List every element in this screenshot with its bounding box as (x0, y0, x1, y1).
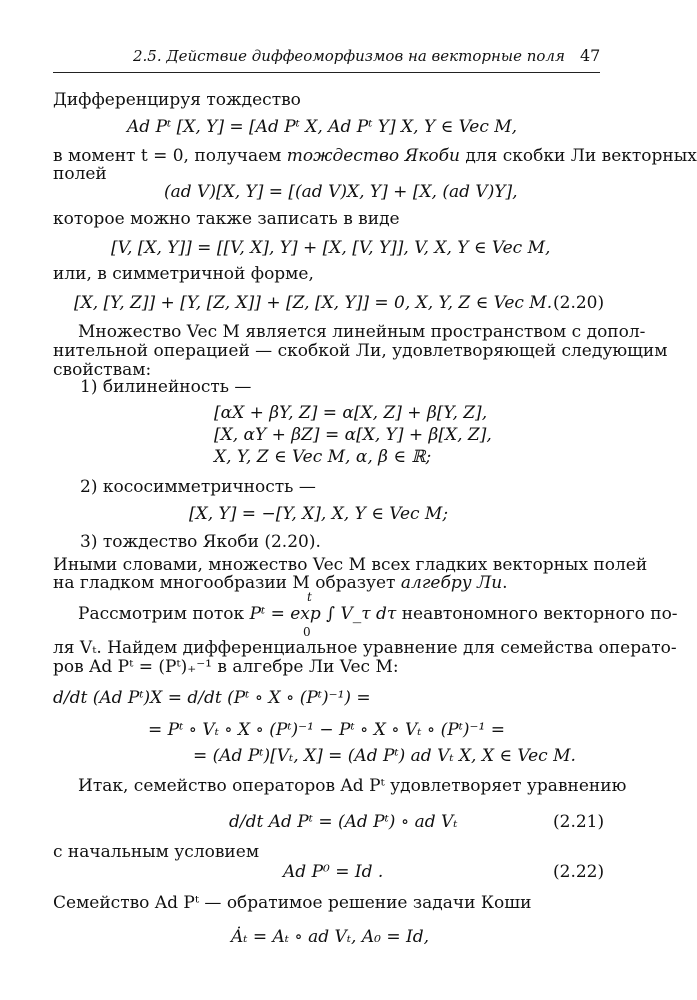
equation-number: (2.20) (553, 293, 605, 313)
equation: Ad Pᵗ [X, Y] = [Ad Pᵗ X, Ad Pᵗ Y] X, Y ∈ Vec M, (127, 117, 518, 137)
text-line: Итак, семейство операторов Ad Pᵗ удовлетворяет уравнению (78, 776, 627, 796)
equation: (ad V)[X, Y] = [(ad V)X, Y] + [X, (ad V)Y], (164, 182, 518, 202)
equation: d/dt (Ad Pᵗ)X = d/dt (Pᵗ ∘ X ∘ (Pᵗ)⁻¹) = (53, 688, 371, 708)
text-line: ров Ad Pᵗ = (Pᵗ)₊⁻¹ в алгебре Ли Vec M: (53, 657, 399, 677)
text-line: нительной операцией — скобкой Ли, удовлетворяющей следующим (53, 341, 668, 361)
list-item: 2) кососимметричность — (80, 477, 316, 497)
list-item: 3) тождество Якоби (2.20). (80, 532, 321, 552)
term-lie-algebra: алгебру Ли (400, 573, 503, 593)
text-line: Дифференцируя тождество (53, 90, 301, 110)
text-line: которое можно также записать в виде (53, 209, 400, 229)
equation: = Pᵗ ∘ Vₜ ∘ X ∘ (Pᵗ)⁻¹ − Pᵗ ∘ X ∘ Vₜ ∘ (Pᵗ)⁻¹ = (148, 720, 505, 740)
integral-lower-limit: 0 (303, 625, 311, 639)
equation: X, Y, Z ∈ Vec M, α, β ∈ ℝ; (214, 447, 432, 467)
text-line: Семейство Ad Pᵗ — обратимое решение задачи Коши (53, 893, 532, 913)
text-segment: Рассмотрим поток (78, 604, 250, 624)
text-line: свойствам: (53, 360, 152, 380)
text-line (78, 604, 678, 624)
text-line (53, 573, 508, 593)
text-line (53, 146, 697, 166)
integral-upper-limit: t (307, 590, 312, 604)
text-segment: для скобки Ли векторных (459, 146, 697, 166)
equation: = (Ad Pᵗ)[Vₜ, X] = (Ad Pᵗ) ad Vₜ X, X ∈ Vec M. (193, 746, 576, 766)
text-line: Множество Vec M является линейным пространством с допол- (78, 322, 646, 342)
equation: [X, Y] = −[Y, X], X, Y ∈ Vec M; (189, 504, 449, 524)
equation: [X, αY + βZ] = α[X, Y] + β[X, Z], (214, 425, 492, 445)
text-segment: неавтономного векторного по- (396, 604, 678, 624)
text-segment: в момент t = 0, получаем (53, 146, 287, 166)
text-line: полей (53, 164, 107, 184)
equation-number: (2.22) (553, 862, 605, 882)
equation: Ad P⁰ = Id . (283, 862, 384, 882)
running-title: 2.5. Действие диффеоморфизмов на векторные поля (133, 47, 565, 65)
list-item: 1) билинейность — (80, 377, 252, 397)
equation: Ȧₜ = Aₜ ∘ ad Vₜ, A₀ = Id, (231, 927, 429, 947)
text-line: ля Vₜ. Найдем дифференциальное уравнение для семейства операто- (53, 638, 677, 658)
text-line: Иными словами, множество Vec M всех гладких векторных полей (53, 555, 648, 575)
equation: [αX + βY, Z] = α[X, Z] + β[Y, Z], (214, 403, 488, 423)
flow-formula: Pᵗ = exp ∫ V_τ dτ (249, 604, 397, 624)
equation: [V, [X, Y]] = [[V, X], Y] + [X, [V, Y]], V, X, Y ∈ Vec M, (111, 238, 551, 258)
text-segment: . (502, 573, 508, 593)
equation-number: (2.21) (553, 812, 605, 832)
text-segment: на гладком многообразии M образует (53, 573, 401, 593)
text-line: с начальным условием (53, 842, 260, 862)
page-number: 47 (580, 46, 601, 65)
header-rule (53, 72, 600, 73)
term-jacobi-identity: тождество Якоби (286, 146, 460, 166)
equation: [X, [Y, Z]] + [Y, [Z, X]] + [Z, [X, Y]] = 0, X, Y, Z ∈ Vec M. (74, 293, 553, 313)
text-line: или, в симметричной форме, (53, 264, 314, 284)
equation: d/dt Ad Pᵗ = (Ad Pᵗ) ∘ ad Vₜ (229, 812, 458, 832)
